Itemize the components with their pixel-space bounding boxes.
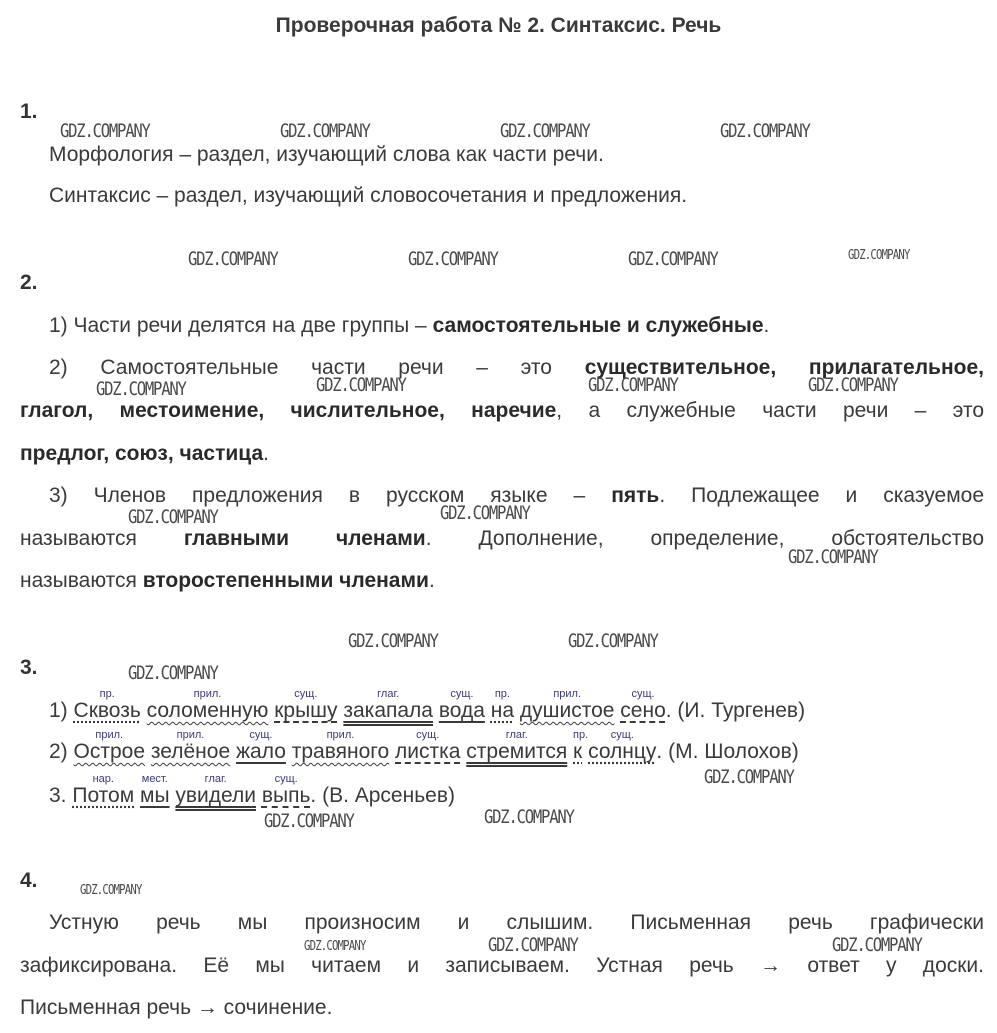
watermark: GDZ.COMPANY xyxy=(128,662,218,684)
word: нар. Потом xyxy=(72,773,135,807)
word: сущ. листка xyxy=(395,729,461,763)
watermark: GDZ.COMPANY xyxy=(832,934,922,956)
page-title: Проверочная работа № 2. Синтаксис. Речь xyxy=(275,14,722,37)
word: пр. к xyxy=(573,729,589,763)
watermark: GDZ.COMPANY xyxy=(488,934,578,956)
task-3-sentence-2: 2) прил. Острое прил. зелёное сущ. жало прил. травяного сущ. листка глаг. стремится пр. к сущ. солнцу. (М. Шолохов) xyxy=(49,729,799,763)
task-4-number: 4. xyxy=(20,869,38,892)
watermark: GDZ.COMPANY xyxy=(80,883,142,898)
word: сущ. выпь xyxy=(261,773,311,807)
watermark: GDZ.COMPANY xyxy=(280,120,370,142)
watermark: GDZ.COMPANY xyxy=(304,939,366,954)
watermark: GDZ.COMPANY xyxy=(704,766,794,788)
watermark: GDZ.COMPANY xyxy=(348,630,438,652)
watermark: GDZ.COMPANY xyxy=(484,806,574,828)
task-4-line-3: Письменная речь → сочинение. xyxy=(20,996,333,1019)
task-4-line-1: Устную речь мы произносим и слышим. Письменная речь графически xyxy=(49,911,984,934)
word: пр. на xyxy=(490,688,515,722)
task-2-point-3-line-1: 3) Членов предложения в русском языке – пять. Подлежащее и сказуемое xyxy=(49,484,984,507)
word: прил. зелёное xyxy=(150,729,231,763)
watermark: GDZ.COMPANY xyxy=(628,248,718,270)
word: глаг. закапала xyxy=(343,688,433,722)
task-2-point-2-line-2: глагол, местоимение, числительное, наречие, а служебные части речи – это xyxy=(20,399,985,422)
task-2-number: 2. xyxy=(20,271,38,294)
task-3-sentence-1: 1) пр. Сквозь прил. соломенную сущ. крышу глаг. закапала сущ. вода пр. на прил. душистое сущ. сено. (И. Тургенев) xyxy=(49,688,806,722)
task-2-point-3-line-2: называются главными членами. Дополнение, определение, обстоятельство xyxy=(20,527,985,550)
watermark: GDZ.COMPANY xyxy=(500,120,590,142)
word: прил. Острое xyxy=(73,729,146,763)
watermark: GDZ.COMPANY xyxy=(720,120,810,142)
watermark: GDZ.COMPANY xyxy=(440,502,530,524)
word: мест. мы xyxy=(140,773,170,807)
watermark: GDZ.COMPANY xyxy=(588,374,678,396)
watermark: GDZ.COMPANY xyxy=(808,374,898,396)
watermark: GDZ.COMPANY xyxy=(408,248,498,270)
watermark: GDZ.COMPANY xyxy=(568,630,658,652)
task-3-number: 3. xyxy=(20,656,38,679)
word: сущ. жало xyxy=(235,729,286,763)
word: сущ. солнцу xyxy=(588,729,657,763)
word: сущ. сено xyxy=(620,688,666,722)
word: прил. травяного xyxy=(291,729,390,763)
task-1-line-1: Морфология – раздел, изучающий слова как части речи. xyxy=(49,143,604,166)
task-4-line-2: зафиксирована. Её мы читаем и записываем. Устная речь → ответ у доски. xyxy=(20,954,984,977)
watermark: GDZ.COMPANY xyxy=(316,374,406,396)
task-2-point-1: 1) Части речи делятся на две группы – самостоятельные и служебные. xyxy=(49,314,770,337)
word: глаг. увидели xyxy=(175,773,256,807)
word: сущ. крышу xyxy=(274,688,338,722)
task-1-number: 1. xyxy=(20,100,38,123)
watermark: GDZ.COMPANY xyxy=(128,506,218,528)
task-2-point-2-line-3: предлог, союз, частица. xyxy=(20,442,269,465)
task-3-sentence-3: 3. нар. Потом мест. мы глаг. увидели сущ. выпь. (В. Арсеньев) xyxy=(49,773,455,807)
watermark: GDZ.COMPANY xyxy=(788,546,878,568)
task-2-point-2-line-1: 2) Самостоятельные части речи – это существительное, прилагательное, xyxy=(49,356,984,379)
word: сущ. вода xyxy=(438,688,485,722)
watermark: GDZ.COMPANY xyxy=(188,248,278,270)
task-1-line-2: Синтаксис – раздел, изучающий словосочетания и предложения. xyxy=(49,184,688,207)
watermark: GDZ.COMPANY xyxy=(96,378,186,400)
word: глаг. стремится xyxy=(466,729,568,763)
word: прил. соломенную xyxy=(146,688,269,722)
word: прил. душистое xyxy=(519,688,615,722)
task-2-point-3-line-3: называются второстепенными членами. xyxy=(20,569,435,592)
watermark: GDZ.COMPANY xyxy=(848,248,910,263)
watermark: GDZ.COMPANY xyxy=(264,810,354,832)
watermark: GDZ.COMPANY xyxy=(60,120,150,142)
word: пр. Сквозь xyxy=(73,688,141,722)
